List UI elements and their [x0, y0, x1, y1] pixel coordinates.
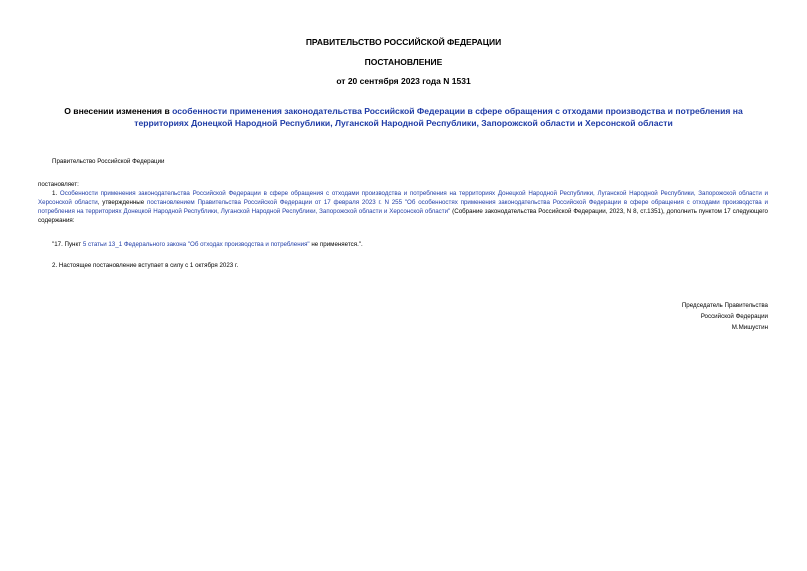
- p1-link-features[interactable]: Особенности применения законодательства Российской Федерации в сфере обращения с отходами производства и потребления на территориях Донецкой Народной Республики, Луганской Народной Республики, Запорожской области и Херсонской области: [38, 190, 768, 206]
- header-government: ПРАВИТЕЛЬСТВО РОССИЙСКОЙ ФЕДЕРАЦИИ: [305, 37, 502, 47]
- signature-name: М.Мишустин: [731, 324, 768, 331]
- p1-tail: (Собрание законодательства Российской Федерации, 2023, N 8, ст.1351), дополнить пунктом 17 следующего содержания:: [38, 208, 768, 224]
- title-prefix: О внесении изменения в: [64, 106, 173, 116]
- p1-mid: , утвержденные: [97, 199, 147, 206]
- p17-link-law[interactable]: 5 статьи 13_1 Федерального закона "Об отходах производства и потребления": [82, 241, 310, 248]
- paragraph-1: [38, 189, 768, 225]
- p17-end: не применяется.".: [309, 241, 363, 248]
- header-date-number: от 20 сентября 2023 года N 1531: [336, 76, 471, 86]
- signature-line-1: Председатель Правительства: [681, 302, 768, 309]
- document-title: [40, 105, 767, 129]
- signature-line-2: Российской Федерации: [700, 313, 768, 320]
- paragraph-2: 2. Настоящее постановление вступает в силу с 1 октября 2023 г.: [52, 262, 239, 269]
- title-link[interactable]: особенности применения законодательства Российской Федерации в сфере обращения с отходами производства и потребления на территориях Донецкой Народной Республики, Луганской Народной Республики, Запорожской области и Херсонской области: [134, 106, 743, 128]
- paragraph-17: [52, 240, 363, 249]
- signature-block: [682, 300, 768, 333]
- government-name: Правительство Российской Федерации: [52, 158, 165, 165]
- p1-link-resolution[interactable]: постановлением Правительства Российской Федерации от 17 февраля 2023 г. N 255 "Об особенностях применения законодательства Российской Федерации в сфере обращения с отходами производства и потребления на территориях Донецкой Народной Республики, Луганской Народной Республики, Запорожской области и Херсонской области": [38, 199, 768, 215]
- p1-number: 1.: [52, 190, 60, 197]
- header-doc-type: ПОСТАНОВЛЕНИЕ: [364, 57, 443, 67]
- p17-start: "17. Пункт: [52, 241, 83, 248]
- decides-label: постановляет:: [38, 181, 79, 188]
